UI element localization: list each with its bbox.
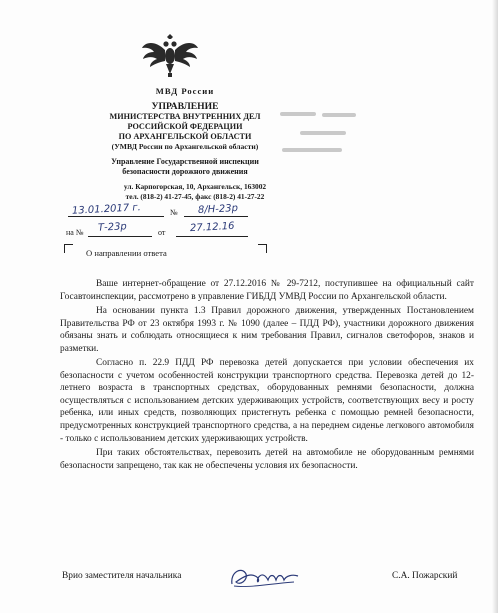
header-line-4: ПО АРХАНГЕЛЬСКОЙ ОБЛАСТИ [118,132,252,141]
dept-line-2: безопасности дорожного движения [122,167,248,176]
reg-date-handwritten: 13.01.2017 г. [71,202,142,217]
address: ул. Карпогорская, 10, Архангельск, 163002 [123,182,267,191]
header-line-5: (УМВД России по Архангельской области) [111,142,259,151]
reg-no-line [184,216,248,217]
subject-line: О направлении ответа [86,248,167,258]
ref-prefix: на № [66,228,84,237]
ref-no-handwritten: Т-23р [97,221,128,234]
letter-body [60,278,474,474]
reg-no-handwritten: 8/Н-23р [197,202,239,217]
body-paragraph: На основании пункта 1.3 Правил дорожного движения, утвержденных Постановлением Правительства РФ от 23 октября 1993 г. № 1090 (далее – ПДД РФ), участники дорожного движения обязаны знать и соблюдать относящиеся к ним требования Правил, сигналов светофоров, знаков и разметки. [60,306,474,354]
reg-no-label: № [170,208,178,217]
ref-date-handwritten: 27.12.16 [189,220,235,235]
recipient-redacted [322,113,356,117]
page-edge-shadow [492,0,498,613]
recipient-redacted [282,148,342,152]
recipient-redacted [280,112,316,116]
header-line-1: УПРАВЛЕНИЕ [151,101,219,112]
ref-no-line [88,236,152,237]
subject-bracket-left [64,244,73,253]
signer-name: С.А. Пожарский [392,571,458,581]
header-line-2: МИНИСТЕРСТВА ВНУТРЕННИХ ДЕЛ [109,112,261,121]
eagle-emblem-icon [140,34,200,78]
ref-date-line [176,236,248,237]
body-paragraph: При таких обстоятельствах, перевозить детей на автомобиле не оборудованным ремнями безопасности запрещено, так как не обеспечены условия их безопасности. [60,448,474,471]
subject-bracket-right [258,244,267,253]
body-paragraph: Согласно п. 22.9 ПДД РФ перевозка детей допускается при условии обеспечения их безопасности с учетом особенностей конструкции транспортного средства. Перевозка детей до 12-летнего возраста в транспортных средствах, оборудованных ремнями безопасности, должна осуществляться с использованием детских удерживающих устройств, соответствующих весу и росту ребенка, или иных средств, позволяющих пристегнуть ребенка с помощью ремней безопасности, предусмотренных конструкцией транспортного средства, а на переднем сиденье легкового автомобиля - только с использованием детских удерживающих устройств. [60,358,474,444]
recipient-redacted [300,131,346,135]
header-line-3: РОССИЙСКОЙ ФЕДЕРАЦИИ [127,122,243,131]
phones: тел. (818-2) 41-27-45, факс (818-2) 41-27-22 [125,192,265,201]
body-paragraph: Ваше интернет-обращение от 27.12.2016 № 29-7212, поступившее на официальный сайт Госавтоинспекции, рассмотрено в управление ГИБДД УМВД России по Архангельской области. [60,279,474,302]
header-mvd: МВД России [155,86,215,96]
signature-mark [228,562,302,592]
dept-line-1: Управление Государственной инспекции [111,157,259,166]
ref-from-label: от [158,228,166,237]
reg-date-line [68,216,164,217]
signer-position: Врио заместителя начальника [62,571,182,581]
